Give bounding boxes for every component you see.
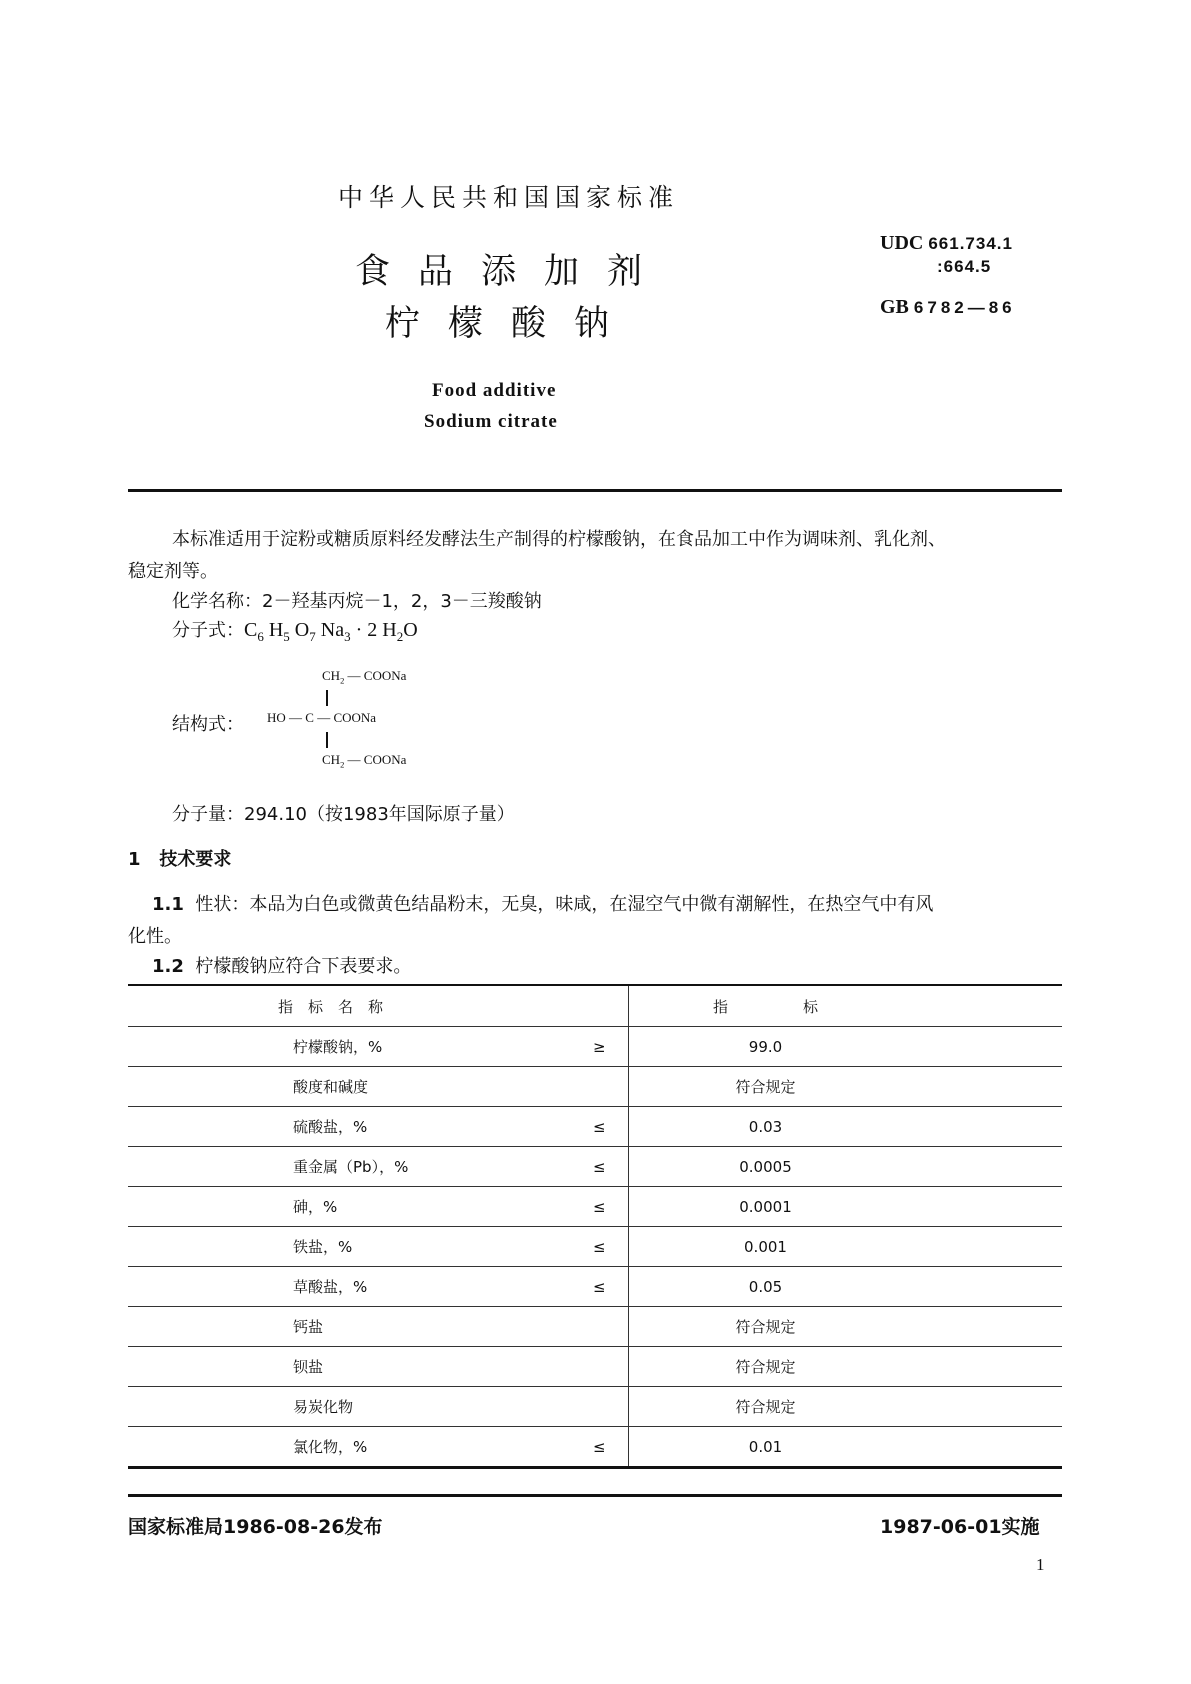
table-row: 重金属（Pb），% ≤ 0.0005	[128, 1147, 1062, 1187]
section-1-2: 1.2 柠檬酸钠应符合下表要求。	[152, 956, 412, 977]
structure-top: $CH_2$ — COONa	[322, 668, 407, 686]
gb-code	[880, 296, 1016, 319]
section-1-1: 1.1 性状：本品为白色或微黄色结晶粉末，无臭，味咸，在湿空气中微有潮解性，在热空气中有风	[152, 894, 934, 915]
molecular-weight: 分子量：294.10（按1983年国际原子量）	[172, 804, 515, 825]
structure-bottom: $CH_2$ — COONa	[322, 752, 407, 770]
title-cn-line2: 柠檬酸钠	[385, 304, 638, 344]
scope-text-line1: 本标准适用于淀粉或糖质原料经发酵法生产制得的柠檬酸钠，在食品加工中作为调味剂、乳化剂、	[172, 529, 946, 550]
title-en-line2: Sodium citrate	[424, 411, 558, 432]
table-row: 酸度和碱度 符合规定	[128, 1067, 1062, 1107]
udc-code	[880, 232, 1013, 255]
table-header-row	[128, 986, 1062, 1027]
bond-line	[326, 732, 328, 748]
table-row: 铁盐，% ≤ 0.001	[128, 1227, 1062, 1267]
table-row: 钡盐 符合规定	[128, 1347, 1062, 1387]
table-row: 砷，% ≤ 0.0001	[128, 1187, 1062, 1227]
gb-number: 6782—86	[913, 298, 1016, 317]
footer-rule	[128, 1494, 1062, 1497]
structural-formula	[172, 668, 472, 778]
section-1-1-continued: 化性。	[128, 926, 182, 947]
chemical-name: 化学名称：2－羟基丙烷－1，2，3－三羧酸钠	[172, 591, 542, 612]
implementation-date: 1987-06-01实施	[880, 1516, 1040, 1538]
structural-formula-label: 结构式：	[172, 714, 244, 735]
table-row: 氯化物，% ≤ 0.01	[128, 1427, 1062, 1468]
header-indicator-value: 指 标	[629, 986, 1063, 1027]
gb-label: GB	[880, 296, 909, 318]
title-en-line1: Food additive	[432, 380, 557, 401]
udc-code-continued: :664.5	[937, 257, 992, 276]
molecular-formula: 分子式：$C_6$ $H_5$ $O_7$ $Na_3 \cdot 2$ $H_2O$	[172, 619, 418, 644]
table-row: 草酸盐，% ≤ 0.05	[128, 1267, 1062, 1307]
bond-line	[326, 690, 328, 706]
table-row: 柠檬酸钠，% ≥ 99.0	[128, 1027, 1062, 1067]
table-row: 硫酸盐，% ≤ 0.03	[128, 1107, 1062, 1147]
header-indicator-name: 指 标 名 称	[128, 986, 593, 1027]
title-cn-line1: 食品添加剂	[355, 252, 671, 292]
page-number: 1	[1036, 1555, 1045, 1574]
header-rule	[128, 489, 1062, 492]
structure-middle: HO — C — COONa	[267, 710, 377, 725]
section-1-heading: 1 技术要求	[128, 849, 232, 870]
table-row: 易炭化物 符合规定	[128, 1387, 1062, 1427]
national-standard-label: 中华人民共和国国家标准	[338, 183, 680, 212]
issue-date: 国家标准局1986-08-26发布	[128, 1516, 383, 1538]
specification-table	[128, 986, 1062, 1469]
table-row: 钙盐 符合规定	[128, 1307, 1062, 1347]
udc-label: UDC	[880, 232, 924, 254]
udc-code-line1: 661.734.1	[928, 234, 1013, 253]
scope-text-line2: 稳定剂等。	[128, 561, 218, 582]
